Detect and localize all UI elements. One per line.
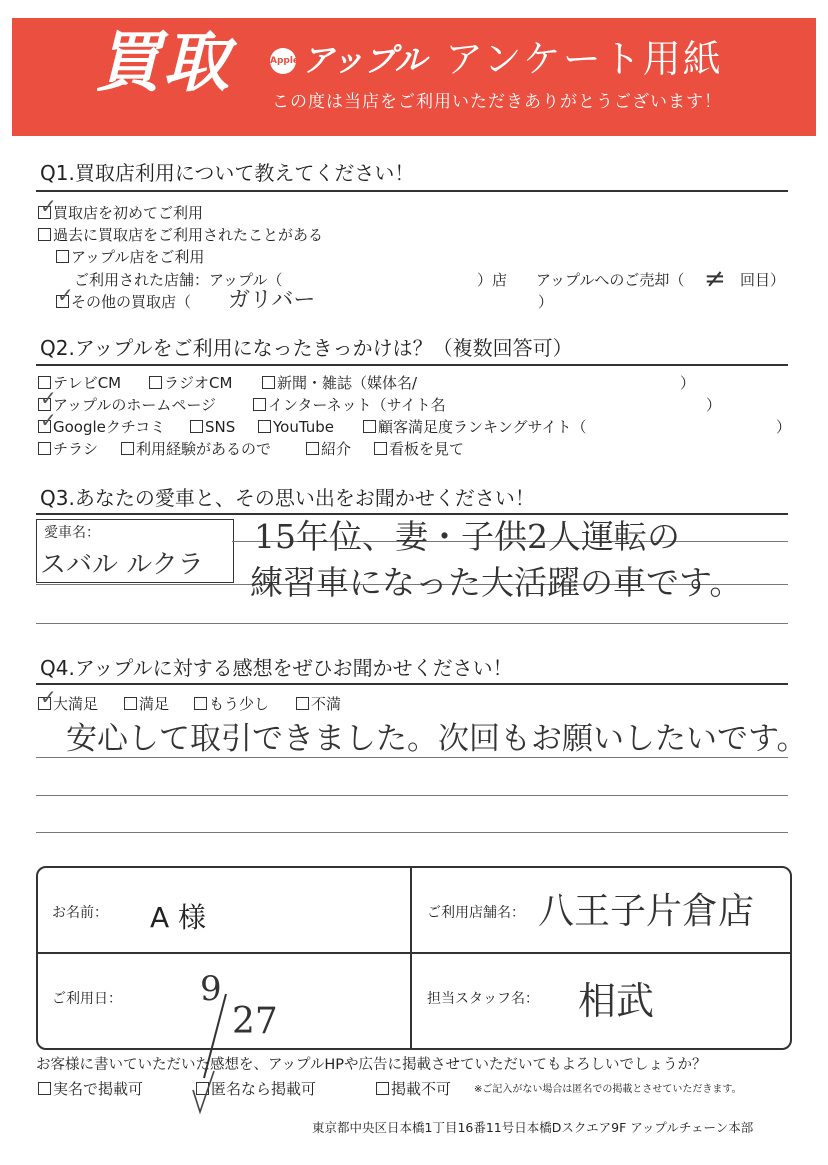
- checkbox[interactable]: [296, 697, 309, 710]
- q2-ranking-option[interactable]: 顧客満足度ランキングサイト（: [363, 420, 587, 435]
- q2-referral-option[interactable]: 紹介: [306, 442, 351, 457]
- q2-signboard-option[interactable]: 看板を見て: [374, 442, 464, 457]
- brand-name: アップル: [302, 41, 427, 79]
- checkmark-icon: [190, 1068, 220, 1118]
- checkmark-icon: ✓: [57, 283, 74, 307]
- q2-close-1: ）: [680, 374, 696, 392]
- q2-google-option[interactable]: Googleクチコミ: [38, 420, 165, 435]
- q1-first-time-option[interactable]: 買取店を初めてご利用: [38, 206, 203, 221]
- q2-youtube-option[interactable]: YouTube: [258, 420, 334, 435]
- checkbox[interactable]: [149, 376, 162, 389]
- staff-value[interactable]: 相武: [578, 979, 655, 1023]
- memory-line-1[interactable]: 15年位、妻・子供2人運転の: [254, 517, 680, 556]
- q1-sell-count-value[interactable]: ≠: [704, 264, 726, 294]
- q2-newspaper-option[interactable]: 新聞・雑誌（媒体名/: [262, 376, 417, 391]
- q1-sell-count-suffix: 回目）: [740, 271, 786, 289]
- q1-rule: [36, 190, 788, 192]
- name-value[interactable]: A 様: [150, 901, 207, 934]
- writing-line: [36, 623, 788, 624]
- q2-experience-option[interactable]: 利用経験があるので: [121, 442, 271, 457]
- q2-close-2: ）: [706, 396, 722, 414]
- name-label: お名前：: [52, 905, 108, 921]
- footer-address: 東京都中央区日本橋1丁目16番11号日本橋Dスクエア9F アップルチェーン本部: [312, 1120, 754, 1135]
- writing-line: [36, 832, 788, 833]
- thanks-message: この度は当店をご利用いただきありがとうございます！: [272, 92, 722, 112]
- q1-title: Q1.買取店利用について教えてください！: [40, 161, 415, 185]
- apple-logo-icon: Apple: [270, 48, 296, 74]
- car-name-value[interactable]: スバル ルクラ: [40, 550, 204, 580]
- q2-flyer-option[interactable]: チラシ: [38, 442, 98, 457]
- q4-title: Q4.アップルに対する感想をぜひお聞かせください！: [40, 656, 513, 680]
- q4-rule: [36, 683, 788, 685]
- consent-anonymous-option[interactable]: 匿名なら掲載可: [196, 1082, 316, 1097]
- checkbox[interactable]: [253, 398, 266, 411]
- q1-store-used-label: ご利用された店舗：アップル（: [74, 271, 283, 289]
- q2-rule: [36, 364, 788, 366]
- checkbox[interactable]: [38, 1082, 51, 1095]
- writing-line: [36, 795, 788, 796]
- checkbox[interactable]: [124, 697, 137, 710]
- q2-homepage-option[interactable]: アップルのホームページ: [38, 398, 216, 413]
- q3-title: Q3.あなたの愛車と、その思い出をお聞かせください！: [40, 486, 535, 510]
- writing-line: [36, 757, 788, 758]
- checkbox[interactable]: [376, 1082, 389, 1095]
- q1-other-store-option[interactable]: その他の買取店（: [56, 295, 191, 310]
- checkmark-icon: ✓: [40, 408, 57, 432]
- checkbox[interactable]: [121, 442, 134, 455]
- store-label: ご利用店舗名：: [427, 905, 525, 921]
- q1-other-store-close: ）: [538, 293, 554, 311]
- q1-used-before-option[interactable]: 過去に買取店をご利用されたことがある: [38, 228, 323, 243]
- q4-dissatisfied-option[interactable]: 不満: [296, 697, 341, 712]
- kaitori-title: 買取: [95, 24, 231, 101]
- checkbox[interactable]: [363, 420, 376, 433]
- car-name-label: 愛車名：: [44, 525, 100, 541]
- q2-radio-option[interactable]: ラジオCM: [149, 376, 232, 391]
- q2-sns-option[interactable]: SNS: [190, 420, 235, 435]
- q4-somewhat-option[interactable]: もう少し: [194, 697, 269, 712]
- consent-real-name-option[interactable]: 実名で掲載可: [38, 1082, 143, 1097]
- memory-line-2[interactable]: 練習車になった大活躍の車です。: [250, 563, 743, 602]
- form-title: アンケート用紙: [445, 37, 723, 81]
- staff-label: 担当スタッフ名：: [427, 991, 539, 1007]
- info-divider: [36, 952, 792, 954]
- checkbox[interactable]: [374, 442, 387, 455]
- checkbox[interactable]: [38, 442, 51, 455]
- q2-tv-option[interactable]: テレビCM: [38, 376, 121, 391]
- q4-satisfied-option[interactable]: 満足: [124, 697, 169, 712]
- info-divider: [410, 866, 412, 1050]
- q3-rule: [36, 513, 788, 515]
- checkbox[interactable]: [262, 376, 275, 389]
- date-month[interactable]: 9: [200, 969, 222, 1009]
- checkbox[interactable]: [56, 250, 69, 263]
- store-value[interactable]: 八王子片倉店: [538, 891, 755, 932]
- checkmark-icon: ✓: [40, 194, 57, 218]
- q1-sell-count-label: アップルへのご売却（: [536, 271, 685, 289]
- date-label: ご利用日：: [52, 991, 122, 1007]
- q4-very-satisfied-option[interactable]: 大満足: [38, 697, 98, 712]
- q1-apple-store-option[interactable]: アップル店をご利用: [56, 250, 204, 265]
- q2-title: Q2.アップルをご利用になったきっかけは？（複数回答可）: [40, 336, 573, 360]
- checkmark-icon: ✓: [40, 685, 57, 709]
- q1-store-suffix: ）店: [477, 271, 508, 289]
- checkmark-icon: ✓: [40, 386, 57, 410]
- date-day[interactable]: 27: [232, 1001, 278, 1042]
- q2-internet-option[interactable]: インターネット（サイト名: [253, 398, 446, 413]
- checkbox[interactable]: [258, 420, 271, 433]
- consent-not-allowed-option[interactable]: 掲載不可: [376, 1082, 451, 1097]
- checkbox[interactable]: [194, 697, 207, 710]
- checkbox[interactable]: [38, 228, 51, 241]
- q4-comment[interactable]: 安心して取引できました。次回もお願いしたいです。: [66, 721, 808, 757]
- checkbox[interactable]: [190, 420, 203, 433]
- consent-note: ※ご記入がない場合は匿名での掲載とさせていただきます。: [474, 1084, 742, 1095]
- checkbox[interactable]: [306, 442, 319, 455]
- q1-other-store-value[interactable]: ガリバー: [228, 288, 316, 313]
- q2-close-3: ）: [776, 418, 792, 436]
- consent-question: お客様に書いていただいた感想を、アップルHPや広告に掲載させていただいてもよろしいでしょうか？: [36, 1057, 707, 1073]
